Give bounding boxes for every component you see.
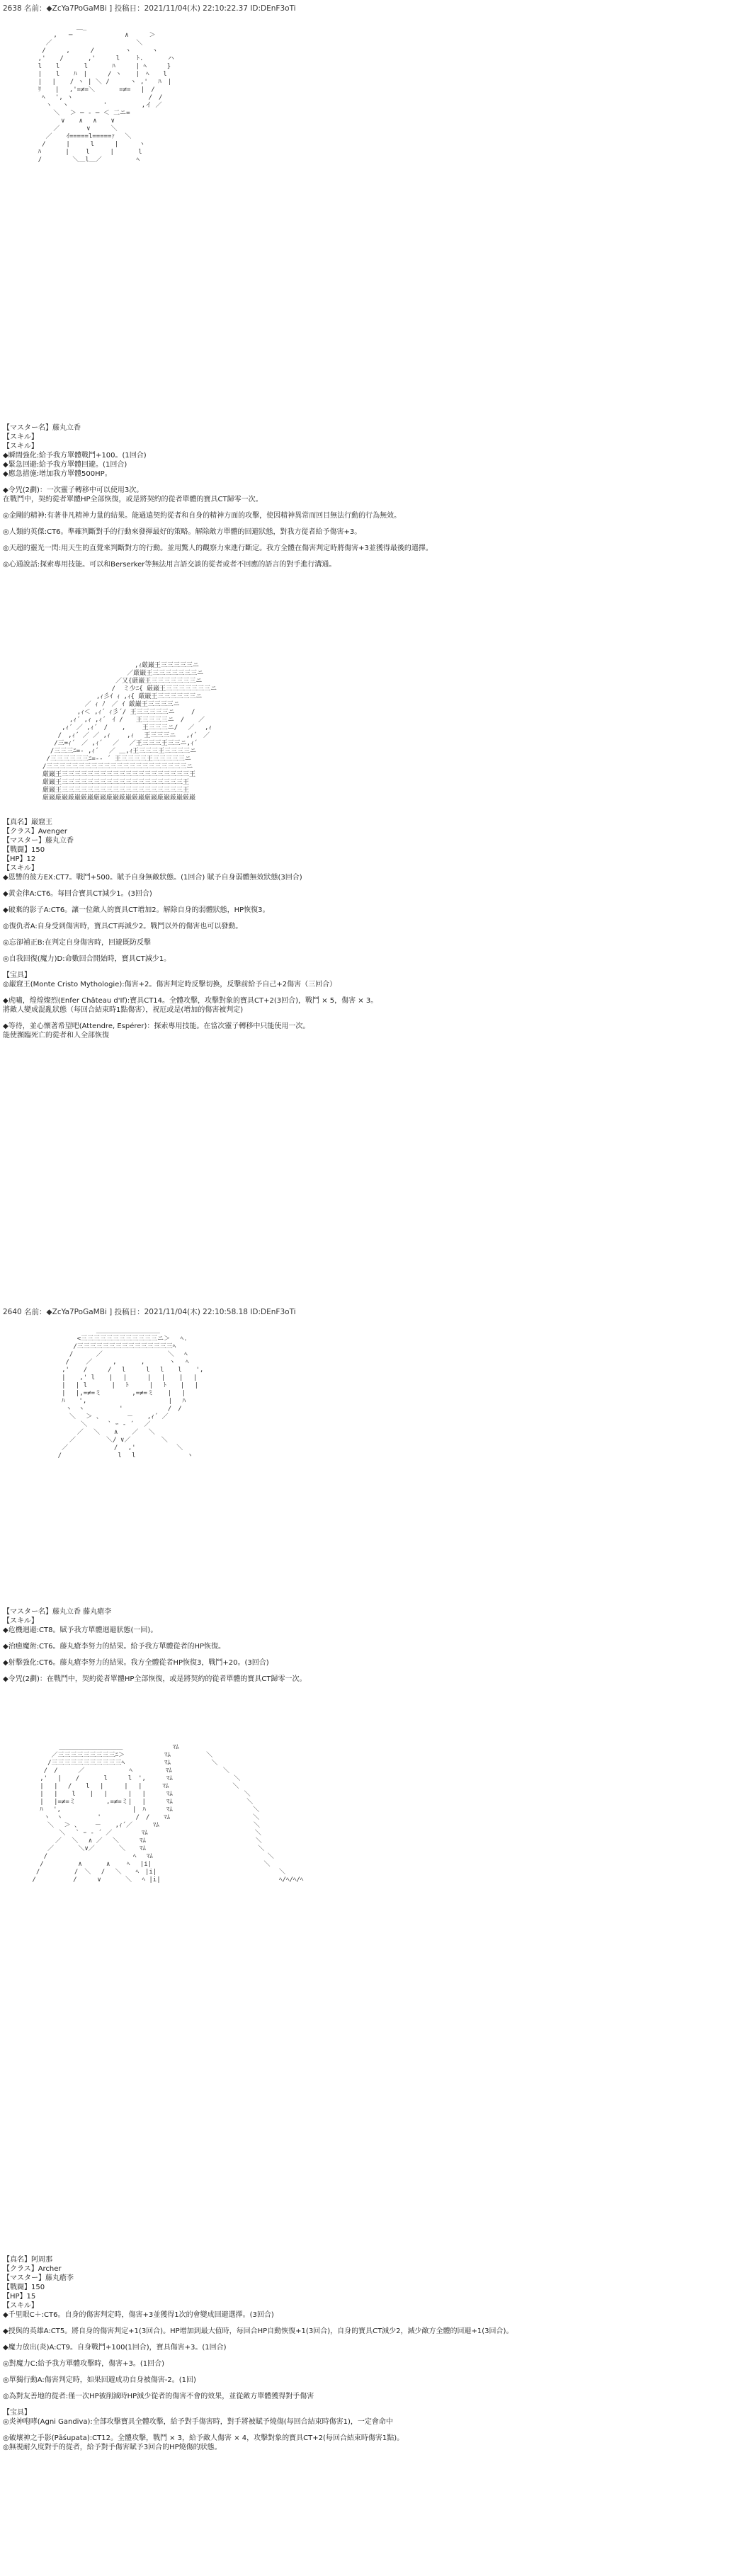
stat-line: ◎心通說話:探索專用技能。可以和Berserker等無法用言語交談的從者或者不回應的語言的對手進行溝通。	[3, 561, 336, 569]
stat-line: ◆緊急回避:給予我方單體回避。(1回合)	[3, 461, 127, 469]
stat-line: ◎自我回復(魔力)D:命數回合開始時，寶具CT減少1。	[3, 955, 171, 963]
stat-line: ◎巌窟王(Monte Cristo Mythologie):傷害+2。傷害判定時反擊切換，反擊前給予自己+2傷害（三回合）	[3, 981, 337, 988]
stat-line: ◆令咒(2劃)：一次靈子轉移中可以使用3次。	[3, 486, 144, 494]
stat-line: 【クラス】Archer	[3, 2265, 62, 2273]
line-gap	[3, 915, 711, 922]
stat-line: ◆等待，並心懷著希望吧(Attendre, Espérer)：探索專用技能。在當次靈子轉移中只能使用一次。	[3, 1022, 310, 1030]
stat-block-ritsuka	[3, 423, 711, 569]
stat-block-arjuna	[3, 2255, 711, 2452]
stat-line: ◆魔力放出(炎)A:CT9。自身戰鬥+100(1回合)，寶具傷害+3。(1回合)	[3, 2344, 227, 2352]
stat-line: 【宝具】	[3, 2409, 31, 2417]
line-gap	[3, 553, 711, 560]
line-gap	[3, 899, 711, 906]
line-gap	[3, 2369, 711, 2376]
stat-line: ◆授與的英雄A:CT5。將自身的傷害判定+1(3回合)。HP增加到最大值時，每回合HP自動恢復+1(3回合)，自身的寶具CT減少2，減少敵方全體的回避+1(3回合)。	[3, 2327, 513, 2335]
line-gap	[3, 947, 711, 954]
stat-line: ◎人類的英傑:CT6。準確判斷對手的行動來發揮最好的策略。解除敵方單體的回避狀態，對我方從者給予傷害+3。	[3, 528, 362, 536]
stat-line: ◆黃金律A:CT6。每回合寶具CT減少1。(3回合)	[3, 890, 152, 898]
line-gap	[3, 2427, 711, 2434]
line-gap	[3, 479, 711, 486]
stat-line: ◆令咒(2劃)：在戰鬥中，契約從者單體HP全部恢復，或是將契約的從者單體的寶具CT歸零一次。	[3, 1675, 307, 1683]
stat-line: 【戰闘】150	[3, 2284, 45, 2291]
line-gap	[3, 504, 711, 511]
stat-line: ◎天超的靈光一閃:用天生的直覺來判斷對方的行動。並用驚人的觀察力來進行斷定。我方全體在傷害判定時將傷害+3並獲得最後的選擇。	[3, 545, 433, 552]
stat-line: ◆應急措施:增加我方單體500HP。	[3, 470, 112, 478]
stat-line: 【マスター】藤丸立香	[3, 837, 74, 845]
post-header: 2640 名前：◆ZcYa7PoGaMBi ] 投稿日：2021/11/04(木) 22:10:58.18 ID:DEnF3oTi	[3, 1308, 296, 1316]
ascii-art-gudako: ＿＿＿＿＿＿＿＿＿＿ <三三三三三三三三三三三三ニ＞ ﾍ. /三三三三三三三三三三三三三三三ﾍ / ／ ＼ ﾍ / ／ , , ヽ ﾍ ,' / / l l l l ', | ,' l | | | | | | | | l | ﾄ | ﾄ | | | |,=≠=ミ ,=≠=ミ | | ﾊ ', | ﾊ ヽ ヽ ' / / ＼ ＞ 、 － ,ｨ´ ／ ＼ ` ｰ ‐ ´ ／ ／ ＼ ∧ ／ ＼ ／ ＼/ ∨／ ＼ ／ / ,' ＼ / l l ヽ	[57, 1328, 204, 1459]
stat-line: 在戰鬥中，契約從者單體HP全部恢復，或是將契約的從者單體的寶具CT歸零一次。	[3, 496, 263, 503]
line-gap	[3, 931, 711, 938]
stat-line: 【スキル】	[3, 433, 38, 441]
line-gap	[3, 2401, 711, 2408]
stat-line: 【スキル】	[3, 865, 38, 872]
line-gap	[3, 2320, 711, 2327]
stat-line: 能使瀕臨死亡的從者和人全部恢復	[3, 1032, 109, 1039]
stat-line: 【スキル】	[3, 1617, 38, 1625]
stat-line: ◆恩讐的彼方EX:CT7。戰鬥+500。賦予自身無敵狀態。(1回合) 賦予自身弱體無效狀態(3回合)	[3, 874, 302, 882]
line-gap	[3, 2385, 711, 2392]
line-gap	[3, 1015, 711, 1022]
stat-block-gudako	[3, 1607, 711, 1684]
stat-line: 【宝具】	[3, 971, 31, 979]
line-gap	[3, 537, 711, 544]
stat-line: ◆治癒魔術:CT6。藤丸瘡李努力的結果。給予我方單體從者的HP恢復。	[3, 1643, 226, 1651]
stat-line: ◎為對友善地的從者:僅一次HP被削減時HP減少從者的傷害不會的效果，並從敵方單體獲得對手傷害	[3, 2393, 314, 2400]
line-gap	[3, 1651, 711, 1658]
line-gap	[3, 1635, 711, 1642]
stat-line: ◆射擊強化:CT6。藤丸瘡李努力的結果。我方全體從者HP恢復3，戰鬥+20。(3回合)	[3, 1659, 269, 1667]
stat-line: 【戰闘】150	[3, 846, 45, 854]
stat-line: ◆虎嘯，煌煌燦烈(Enfer Château d'If):寶具CT14。全體攻擊，攻擊對象的寶具CT+2(3回合)，戰鬥 × 5，傷害 × 3。	[3, 997, 378, 1005]
ascii-art-arjuna: ＿＿＿＿＿＿＿＿＿＿ ﾏﾑ ／三三三三三三三三三ﾆ＞ ﾏﾑ ＼ /三三三三三三三三三三三ﾍ ﾏﾑ ＼ / / ／ ﾍ ﾏﾑ ＼ ,' | / l l ', ﾏﾑ ＼ | | / l | | | ﾏﾑ ＼ | | l | | | | ﾏﾑ ＼ | |=≠=ミ ,=≠=ミ| | ﾏﾑ ＼ ﾊ ', | ﾊ ﾏﾑ ＼ ヽ ヽ ' / / ﾏﾑ ＼ ＼ ＞ 、 － ,ｨ´／ ﾏﾑ ＼ ＼ ` ｰ ‐ ´ ／ ﾏﾑ ＼ ／ ＼ ∧ ／ ＼ ﾏﾑ ＼ ／ ＼∨／ ＼ ﾏﾑ ＼ / ﾍ ﾏﾑ ＼ / ∧ ∧ ﾍ |i| ＼ / / ＼ / ＼ ﾍ |i| ＼ / / ∨ ＼ ﾍ |i| ﾍ/ﾍ/ﾍ/ﾍ	[32, 1744, 304, 1883]
post-header: 2638 名前：◆ZcYa7PoGaMBi ] 投稿日：2021/11/04(木) 22:10:22.37 ID:DEnF3oTi	[3, 4, 296, 13]
stat-line: 【スキル】	[3, 443, 38, 450]
stat-line: ◎忘卻補正B:在判定自身傷害時，回避既防反擊	[3, 939, 151, 947]
stat-line: 【クラス】Avenger	[3, 828, 67, 836]
ascii-art-gankutsuou: ,ｨ厳巌王三三三三三ニ ／厳巌王三三三三三三三ニ ／又{厳巌王三三三三三三三ニ / ミ少ﾆ{ 厳巌王三三三三三三三ニ ,ｨ彡ｲ ｨ ,ｨ{ 厳巌王三三三三三三ニ ／ ｨ ﾉ ／ ｲ 厳巌王三三三三ニ ,ｨ＜ ,ｨ´ ｨ彡´/ 王三三三三三ニ / ,ｨ´ ,ｨ ,ｨ´ ｲ / 王三三三三ニ / ／ ,ｨ´ ／ ,ｨ´ / , 王三三三ニ/ ／ ,ｨ / ,ｨ´ ／ ／ ,ｨ ,ｨ 王三三三ニ ,ｨ´ ／ /三=ｨ´ ／ ,ｨ´ ／ ／王三三三王三三ニ,ｨ´ /三三三ﾆ=- ,ｨ´ ／ ＿,ｨ王三三三王三三三三ニ /三三三三三三ﾆ=-‐ ´ 王三三三三王三三三三三ニ /三三三三三三三三三三三三三三三三三三三三三三ニ 厳巌王三三三三三三三三三三三三三三三三三三三三王 厳巌王三三三三三三三三三三三三三三三三三三三王 厳巌王三三三三三三三三三三三三三三三三三三三王 厳巌厳巌厳巌厳巌厳巌厳巌厳巌厳巌厳巌厳巌厳巌厳巌	[42, 662, 217, 802]
stat-block-gankutsuou	[3, 818, 711, 1040]
stat-line: ◆破棄的影子A:CT6。讓一位敵人的寶具CT增加2。解除自身的弱體狀態，HP恢復3。	[3, 906, 270, 914]
stat-line: 【HP】15	[3, 2293, 36, 2301]
stat-line: ◎復仇者A:自身受到傷害時，寶具CT再減少2。戰鬥以外的傷害也可以發動。	[3, 923, 243, 930]
line-gap	[3, 2336, 711, 2343]
line-gap	[3, 882, 711, 889]
line-gap	[3, 2352, 711, 2359]
stat-line: ◎對魔力C:給予我方單體攻擊時，傷害+3。(1回合)	[3, 2360, 164, 2368]
stat-line: 將敵人變成混亂狀態（每回合結束時1點傷害），祝厄或是(增加的傷害被判定)	[3, 1006, 244, 1014]
stat-line: 【スキル】	[3, 2302, 38, 2310]
stat-line: 【真名】巌窟王	[3, 819, 52, 826]
line-gap	[3, 989, 711, 996]
stat-line: ◎破壞神之手影(Pāśupata):CT12。全體攻擊，戰鬥 × 3，給予敵人傷害 × 4，攻擊對象的寶具CT+2(每回合結束時傷害1點)。	[3, 2434, 404, 2442]
stat-line: 【マスター名】藤丸立香 藤丸瘡李	[3, 1608, 112, 1616]
stat-line: ◆危機迴避:CT8。賦予我方單體迴避狀態(一回)。	[3, 1626, 158, 1634]
stat-line: ◎炎神咆哮(Agni Gandiva):全部攻擊寶具全體攻擊，給予對手傷害時，對手將被賦予燒傷(每回合結束時傷害1)，一定會命中	[3, 2418, 393, 2426]
stat-line: ◎單獨行動A:傷害判定時，如果回避成功自身被傷害-2。(1回)	[3, 2376, 196, 2384]
stat-line: ◎無視耐久度對手的從者，給予對手傷害賦予3回合的HP燒傷的狀態。	[3, 2444, 222, 2451]
stat-line: 【マスター名】藤丸立香	[3, 424, 81, 432]
stat-line: ◎金剛的精神:有著非凡精神力量的結果。能過遠契約從者和自身的精神方面的攻擊，使因精神異常而回目無法行動的行為無效。	[3, 512, 402, 520]
stat-line: 【HP】12	[3, 855, 36, 863]
stat-line: 【真名】阿周那	[3, 2256, 52, 2264]
stat-line: ◆瞬間強化:給予我方單體戰鬥+100。(1回合)	[3, 452, 147, 460]
line-gap	[3, 520, 711, 528]
stat-line: ◆千里眼C＋:CT6。自身的傷害判定時，傷害+3並獲得1次的會變成回避選擇。(3回合)	[3, 2311, 274, 2319]
stat-line: 【マスター】藤丸瘡李	[3, 2274, 74, 2282]
line-gap	[3, 1668, 711, 1675]
line-gap	[3, 964, 711, 971]
ascii-art-ritsuka: ＿_ , ─ ∧ ＞ ／ ＼ / , / ヽ ヽ ,' / ,' l ﾄ. ハ l l l ﾊ | ﾍ } | l ﾊ | / ヽ | ﾍ l | | / ヽ | ＼ / ヽ ,' ﾊ | ﾘ | ,'=≠=＼ =≠= | / ﾍ ', ヽ / / ヽ ヽ ' ,イ ／ ＼ ＞ ─ ‐ ─ ＜ 二ニ= ∨ ∧ ∧ ∨ ／ ∨ ＼ ／ ｲ=====l=====ｧ ＼ / | l | ヽ ﾊ | l | l / ＼＿l＿／ ﾍ	[38, 24, 174, 164]
